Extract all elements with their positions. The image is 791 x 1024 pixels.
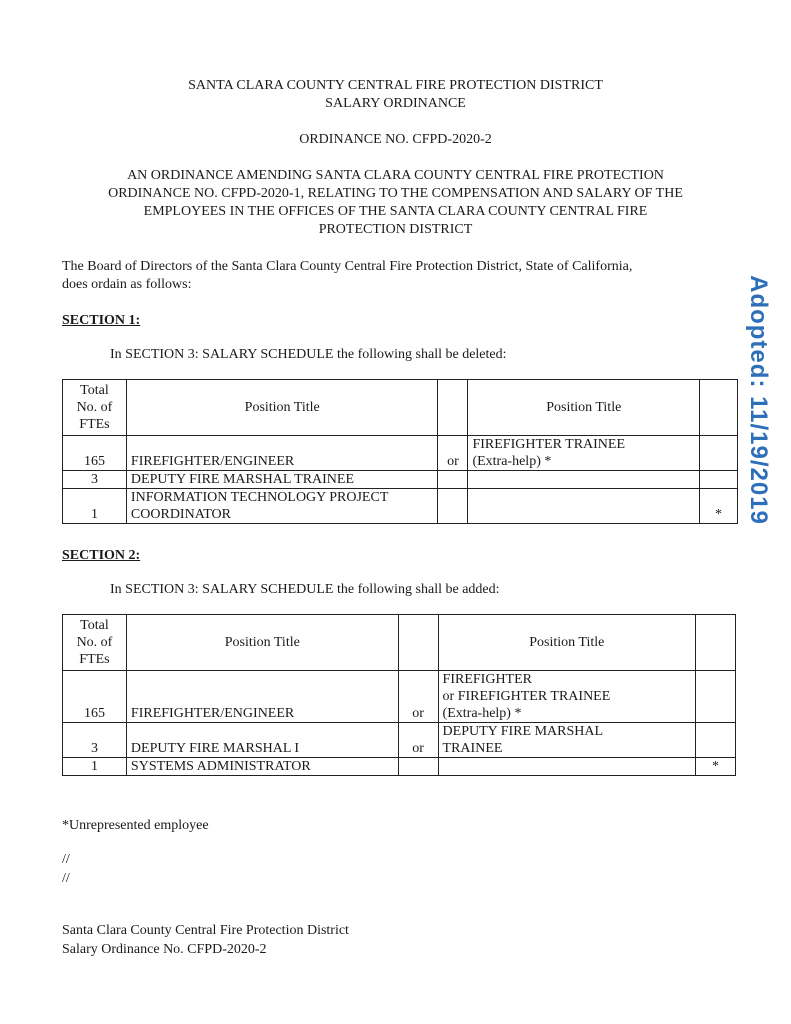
or-cell: [438, 471, 468, 489]
footnote: *Unrepresented employee: [62, 818, 209, 833]
position-title-header: Position Title: [126, 380, 438, 436]
section1-table: [62, 379, 738, 524]
alt-position-line: (Extra-help) *: [472, 454, 552, 469]
table-header-row: [63, 380, 738, 436]
or-cell: or: [398, 723, 438, 758]
alt-position-cell: [438, 758, 696, 776]
fte-header: [63, 615, 127, 671]
mark-cell: [696, 723, 736, 758]
alt-position-line: (Extra-help) *: [442, 706, 522, 721]
adopted-stamp: [738, 275, 778, 525]
alt-position-cell: [438, 671, 696, 723]
section2-heading: SECTION 2:: [62, 548, 141, 563]
fte-cell: 3: [63, 723, 127, 758]
fte-header-line: Total: [80, 383, 109, 398]
mark-header: [696, 615, 736, 671]
alt-position-line: DEPUTY FIRE MARSHAL: [442, 724, 604, 739]
mark-header: [700, 380, 738, 436]
fte-header-line: FTEs: [79, 652, 110, 667]
position-title-cell: [126, 489, 438, 524]
footer-line: Santa Clara County Central Fire Protection District: [62, 923, 349, 938]
or-header: [438, 380, 468, 436]
mark-cell: [700, 436, 738, 471]
footer-line: Salary Ordinance No. CFPD-2020-2: [62, 942, 267, 957]
intro-line: The Board of Directors of the Santa Clara County Central Fire Protection District, State of California,: [62, 259, 633, 274]
or-cell: [398, 758, 438, 776]
position-title-line: COORDINATOR: [130, 507, 232, 522]
section1-heading: SECTION 1:: [62, 313, 141, 328]
table-row: [63, 723, 736, 758]
section2-text: In SECTION 3: SALARY SCHEDULE the following shall be added:: [110, 582, 500, 597]
alt-position-title-header: Position Title: [438, 615, 696, 671]
position-title-cell: DEPUTY FIRE MARSHAL TRAINEE: [126, 471, 438, 489]
fte-header-line: FTEs: [79, 417, 110, 432]
fte-header: [63, 380, 127, 436]
fte-header-line: No. of: [76, 635, 113, 650]
continuation-slashes: //: [62, 852, 70, 867]
table-row: [63, 471, 738, 489]
fte-cell: 165: [63, 436, 127, 471]
fte-header-line: No. of: [76, 400, 113, 415]
table-header-row: [63, 615, 736, 671]
mark-cell: [696, 671, 736, 723]
fte-cell: 165: [63, 671, 127, 723]
table-row: [63, 671, 736, 723]
alt-position-line: FIREFIGHTER: [442, 672, 532, 687]
fte-cell: 1: [63, 489, 127, 524]
mark-cell: *: [696, 758, 736, 776]
ordinance-description-line: AN ORDINANCE AMENDING SANTA CLARA COUNTY CENTRAL FIRE PROTECTION: [127, 168, 664, 183]
intro-line: does ordain as follows:: [62, 277, 192, 292]
salary-ordinance-title: SALARY ORDINANCE: [325, 96, 466, 111]
position-title-header: Position Title: [126, 615, 398, 671]
alt-position-cell: [468, 489, 700, 524]
fte-cell: 3: [63, 471, 127, 489]
ordinance-number: ORDINANCE NO. CFPD-2020-2: [299, 132, 492, 147]
section2-table: [62, 614, 736, 776]
ordinance-description-line: EMPLOYEES IN THE OFFICES OF THE SANTA CLARA COUNTY CENTRAL FIRE: [143, 204, 648, 219]
position-title-cell: SYSTEMS ADMINISTRATOR: [126, 758, 398, 776]
fte-cell: 1: [63, 758, 127, 776]
table-row: [63, 436, 738, 471]
alt-position-title-header: Position Title: [468, 380, 700, 436]
ordinance-description-line: ORDINANCE NO. CFPD-2020-1, RELATING TO THE COMPENSATION AND SALARY OF THE: [108, 186, 683, 201]
ordinance-description-line: PROTECTION DISTRICT: [318, 222, 473, 237]
adopted-stamp-text: Adopted: 11/19/2019: [745, 275, 772, 525]
alt-position-line: or FIREFIGHTER TRAINEE: [442, 689, 611, 704]
section1-text: In SECTION 3: SALARY SCHEDULE the following shall be deleted:: [110, 347, 507, 362]
continuation-slashes: //: [62, 871, 70, 886]
or-cell: or: [398, 671, 438, 723]
alt-position-cell: [468, 471, 700, 489]
alt-position-line: FIREFIGHTER TRAINEE: [472, 437, 626, 452]
mark-cell: [700, 471, 738, 489]
alt-position-cell: [438, 723, 696, 758]
fte-header-line: Total: [80, 618, 109, 633]
alt-position-line: TRAINEE: [442, 741, 503, 756]
position-title-cell: FIREFIGHTER/ENGINEER: [126, 436, 438, 471]
district-title: SANTA CLARA COUNTY CENTRAL FIRE PROTECTION DISTRICT: [188, 78, 603, 93]
or-header: [398, 615, 438, 671]
intro-paragraph: [62, 258, 632, 294]
alt-position-cell: [468, 436, 700, 471]
or-cell: or: [438, 436, 468, 471]
position-title-line: INFORMATION TECHNOLOGY PROJECT: [130, 490, 389, 505]
table-row: [63, 489, 738, 524]
mark-cell: *: [700, 489, 738, 524]
position-title-cell: FIREFIGHTER/ENGINEER: [126, 671, 398, 723]
page-footer: [62, 921, 349, 959]
position-title-cell: DEPUTY FIRE MARSHAL I: [126, 723, 398, 758]
table-row: [63, 758, 736, 776]
or-cell: [438, 489, 468, 524]
